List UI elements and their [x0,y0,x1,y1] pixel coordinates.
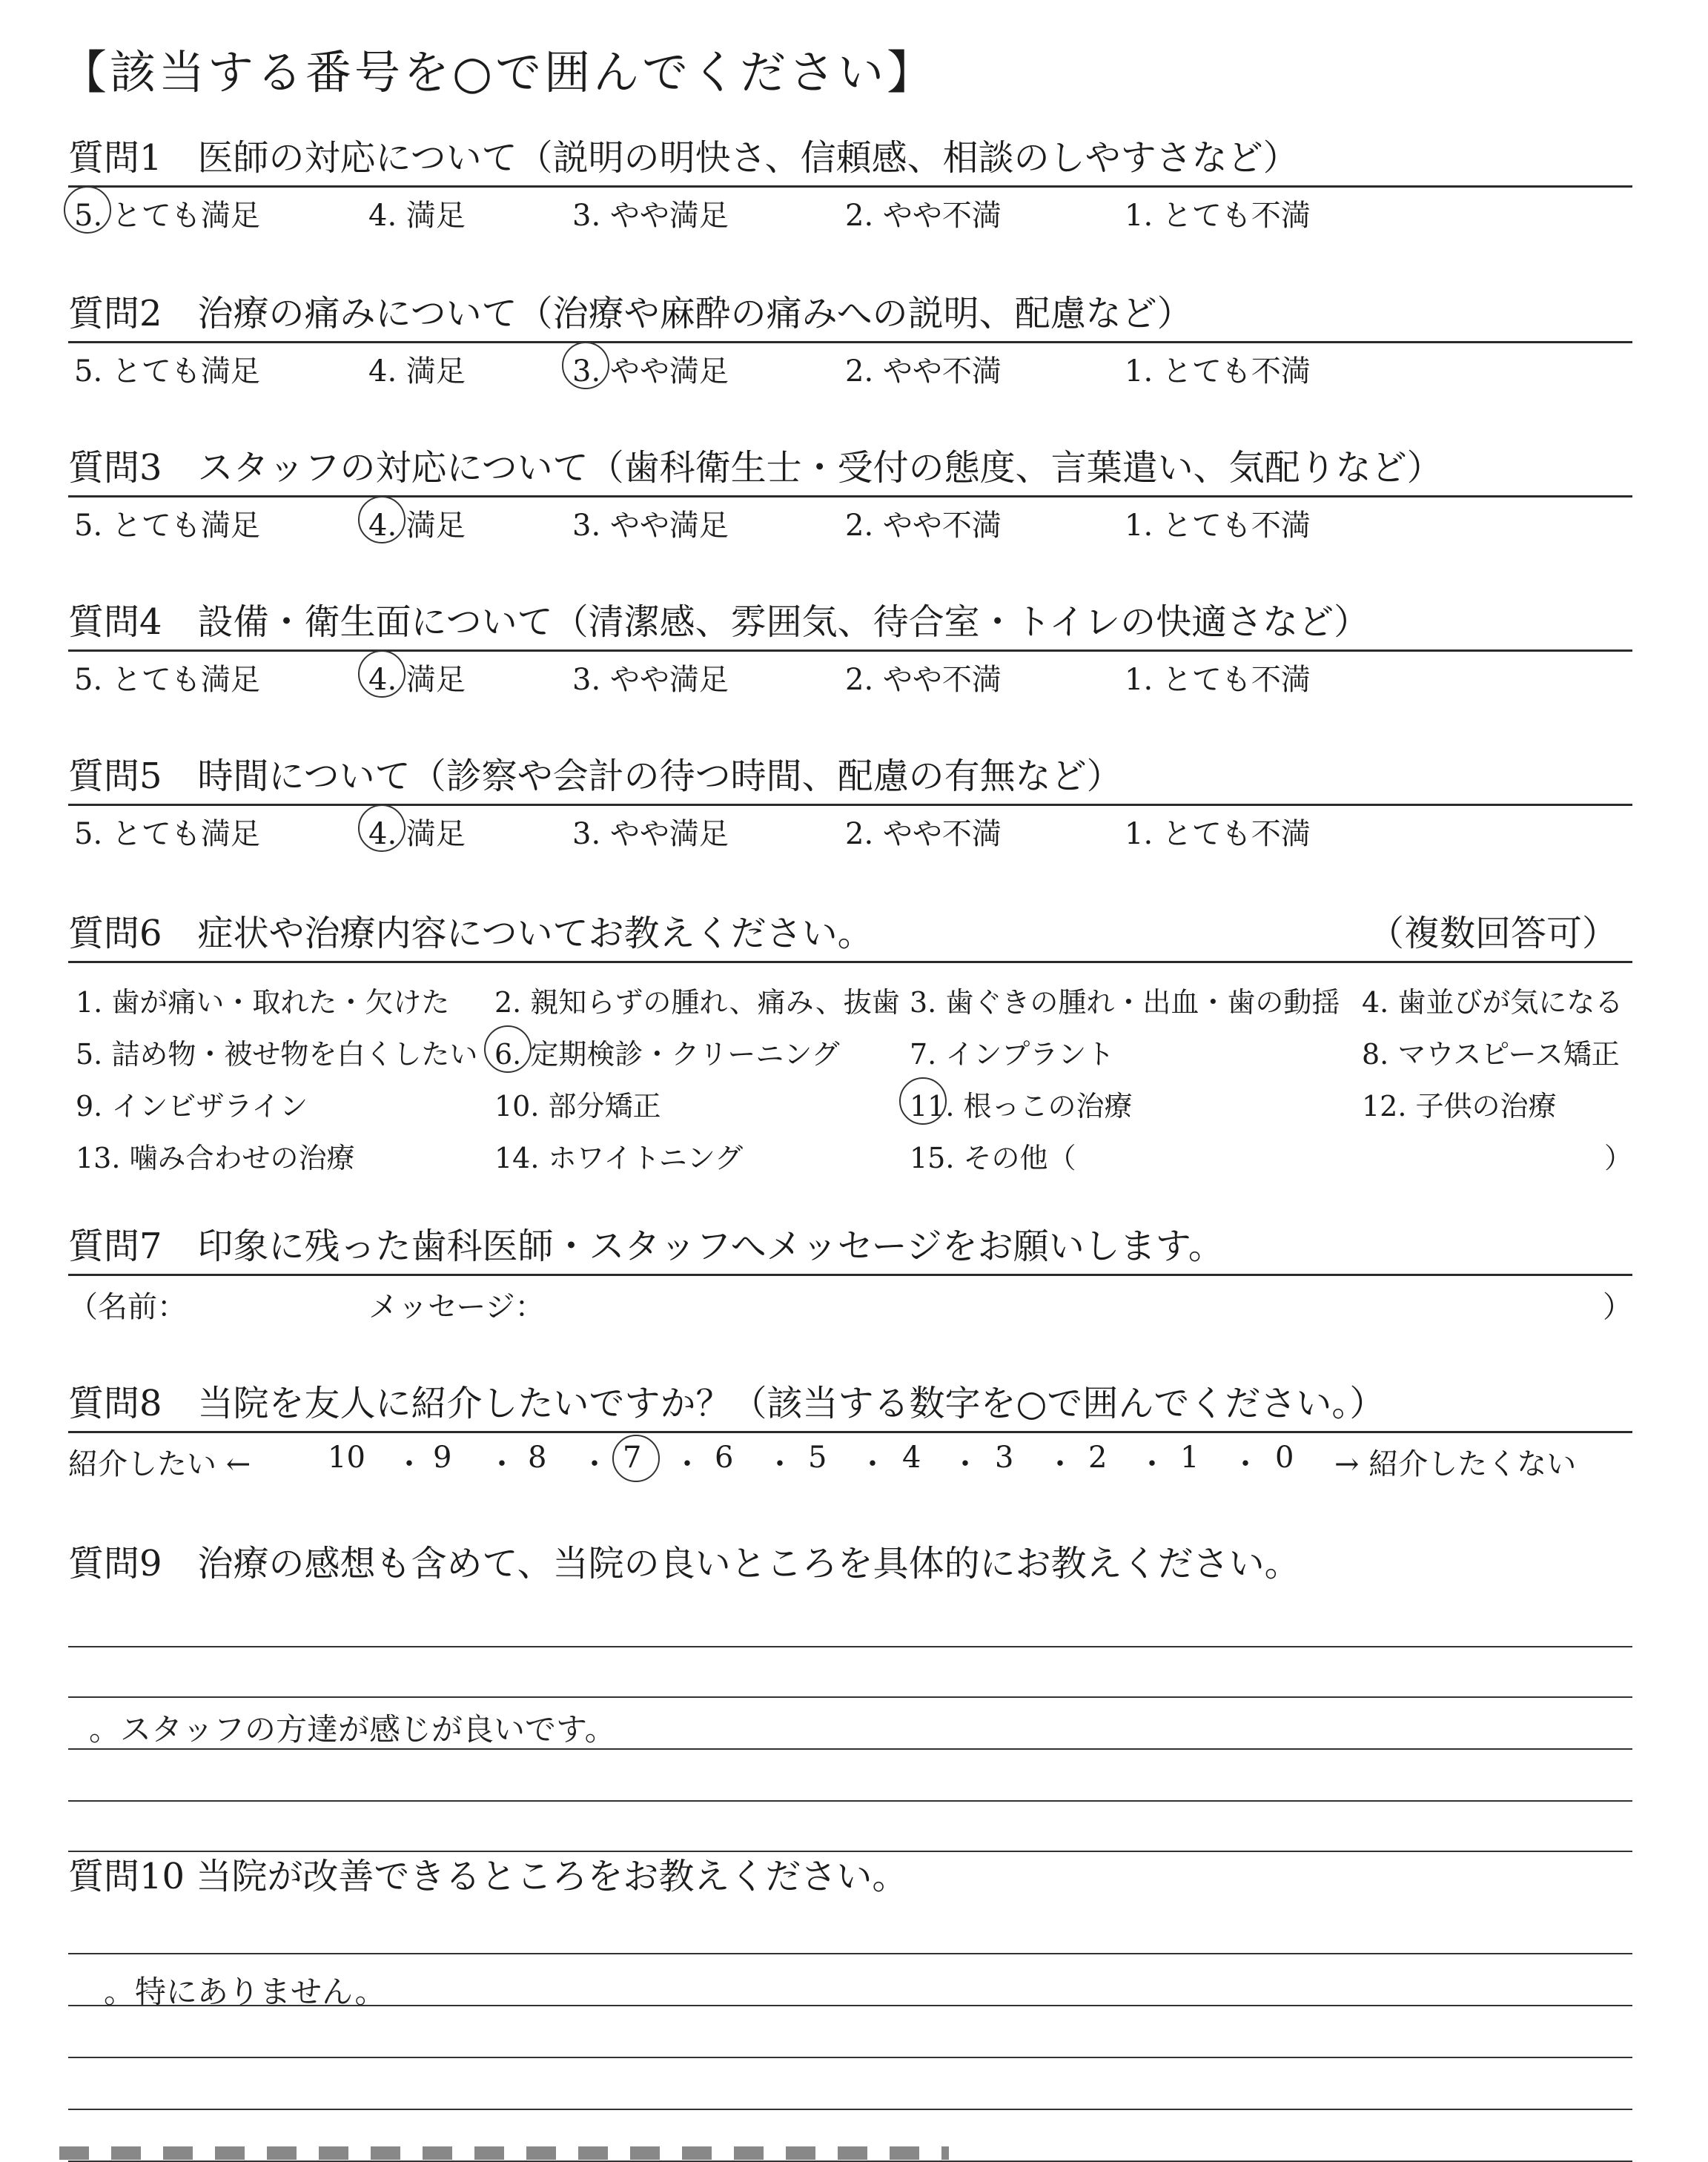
separator: ・ [950,1447,980,1481]
option-1[interactable]: 1. とても不満 [1125,663,1311,697]
ruled-line [68,1696,1632,1698]
option-5[interactable]: 5. とても満足 [74,509,260,543]
question-2 [68,291,1632,395]
option-5[interactable] [74,192,260,234]
question-title: 質問3 スタッフの対応について（歯科衛生士・受付の態度、言葉遣い、気配りなど） [68,447,1443,489]
score-2[interactable]: 2 [1088,1441,1108,1475]
option-3[interactable] [572,348,729,390]
separator: ・ [1231,1447,1260,1481]
option-5[interactable]: 5. とても満足 [74,354,260,389]
handwritten-answer: 。スタッフの方達が感じが良いです。 [89,1711,616,1748]
option-3[interactable]: 3. やや満足 [572,199,729,233]
selected-circle: 4. 満足 [368,810,466,853]
question-7 [68,1223,1632,1328]
score-5[interactable]: 5 [808,1441,827,1475]
score-4[interactable]: 4 [902,1441,921,1475]
name-label: （名前： [68,1290,187,1324]
question-1 [68,135,1632,239]
ruled-line [68,2057,1632,2058]
question-title: 質問4 設備・衛生面について（清潔感、雰囲気、待合室・トイレの快適さなど） [68,601,1370,643]
option-2[interactable]: 2. やや不満 [845,354,1002,389]
question-3 [68,445,1632,549]
score-9[interactable]: 9 [433,1441,452,1475]
option-4[interactable] [368,656,466,698]
option-4[interactable]: 4. 満足 [368,354,466,389]
treatment-options [68,963,1632,1178]
question-title: 質問10 当院が改善できるところをお教えください。 [68,1856,908,1897]
recommend-right-label: → 紹介したくない [1334,1447,1577,1481]
option-2[interactable]: 2. やや不満 [845,817,1002,851]
option-3[interactable]: 3. やや満足 [572,663,729,697]
question-title [68,910,1632,956]
separator: ・ [672,1447,702,1481]
form-heading: 【該当する番号を○で囲んでください】 [61,45,936,99]
selected-circle: 5. とても満足 [74,192,260,234]
treatment-option-15[interactable]: 15. その他（ [910,1142,1076,1174]
question-title: 質問9 治療の感想も含めて、当院の良いところを具体的にお教えください。 [68,1543,1300,1584]
treatment-option-4[interactable]: 4. 歯並びが気になる [1362,986,1623,1019]
option-3[interactable]: 3. やや満足 [572,509,729,543]
option-1[interactable]: 1. とても不満 [1125,354,1311,389]
treatment-option-12[interactable]: 12. 子供の治療 [1362,1090,1557,1123]
treatment-option-9[interactable]: 9. インビザライン [76,1090,308,1123]
question-4 [68,599,1632,704]
question-title: 質問1 医師の対応について（説明の明快さ、信頼感、相談のしやすさなど） [68,137,1299,179]
rating-scale [68,188,1632,239]
question-9 [68,1541,1632,1748]
option-2[interactable]: 2. やや不満 [845,663,1002,697]
treatment-option-2[interactable]: 2. 親知らずの腫れ、痛み、抜歯 [494,986,900,1019]
treatment-option-13[interactable]: 13. 噛み合わせの治療 [76,1142,355,1174]
ruled-line [68,1851,1632,1852]
option-2[interactable]: 2. やや不満 [845,199,1002,233]
question-10 [68,1854,1632,2010]
treatment-option-5[interactable]: 5. 詰め物・被せ物を白くしたい [76,1038,478,1071]
rating-scale [68,806,1632,858]
selected-circle: 4. 満足 [368,502,466,544]
handwritten-answer: 。特にありません。 [104,1974,386,2010]
message-label: メッセージ： [368,1290,545,1324]
cut-off-text-remnant [59,2146,949,2160]
option-5[interactable]: 5. とても満足 [74,817,260,851]
score-8[interactable]: 8 [528,1441,547,1475]
option-1[interactable]: 1. とても不満 [1125,509,1311,543]
treatment-option-10[interactable]: 10. 部分矯正 [494,1090,661,1123]
option-4[interactable] [368,502,466,544]
selected-circle: 6. 定期検診・クリーニング [494,1031,840,1072]
divider [68,1274,1632,1276]
option-4[interactable] [368,810,466,853]
selected-circle: 4. 満足 [368,656,466,698]
question-title-text: 質問6 症状や治療内容についてお教えください。 [68,913,873,954]
score-3[interactable]: 3 [995,1441,1014,1475]
close-paren: ） [1603,1290,1632,1324]
separator: ・ [580,1447,609,1481]
ruled-line [68,1800,1632,1802]
option-1[interactable]: 1. とても不満 [1125,817,1311,851]
rating-scale [68,343,1632,395]
question-title: 質問5 時間について（診察や会計の待つ時間、配慮の有無など） [68,756,1122,797]
option-1[interactable]: 1. とても不満 [1125,199,1311,233]
rating-scale [68,652,1632,704]
rating-scale [68,497,1632,549]
separator: ・ [1137,1447,1167,1481]
treatment-option-11[interactable] [910,1083,1133,1124]
score-0[interactable]: 0 [1275,1441,1294,1475]
ruled-line [68,1953,1632,1954]
score-6[interactable]: 6 [715,1441,734,1475]
treatment-option-8[interactable]: 8. マウスピース矯正 [1362,1038,1620,1071]
divider [68,1431,1632,1433]
separator: ・ [394,1447,424,1481]
option-3[interactable]: 3. やや満足 [572,817,729,851]
question-8 [68,1381,1632,1485]
treatment-option-6[interactable] [494,1031,840,1072]
recommend-scale: 紹介したい ← 10 ・ 9 ・ 8 ・ 7 ・ 6 ・ 5 ・ 4 ・ 3 ・ 2 ・ 1 ・ 0 → 紹介したくない [68,1441,1577,1481]
separator: ・ [1045,1447,1075,1481]
separator: ・ [487,1447,517,1481]
treatment-option-14[interactable]: 14. ホワイトニング [494,1142,744,1174]
question-title: 質問7 印象に残った歯科医師・スタッフへメッセージをお願いします。 [68,1226,1224,1267]
score-1[interactable]: 1 [1180,1441,1199,1475]
treatment-option-3[interactable]: 3. 歯ぐきの腫れ・出血・歯の動揺 [910,986,1340,1019]
selected-circle: 11. 根っこの治療 [910,1083,1133,1124]
question-title: 質問8 当院を友人に紹介したいですか？（該当する数字を○で囲んでください。） [68,1383,1386,1424]
recommend-left-label: 紹介したい ← [68,1447,251,1481]
selected-circle: 3. やや満足 [572,348,729,390]
question-title: 質問2 治療の痛みについて（治療や麻酔の痛みへの説明、配慮など） [68,293,1193,334]
option-4[interactable]: 4. 満足 [368,199,466,233]
treatment-option-1[interactable]: 1. 歯が痛い・取れた・欠けた [76,986,450,1019]
separator: ・ [765,1447,795,1481]
other-close-paren: ） [1603,1142,1632,1174]
option-2[interactable]: 2. やや不満 [845,509,1002,543]
ruled-line [68,1646,1632,1647]
question-6 [68,910,1632,1178]
question-5 [68,753,1632,858]
score-10[interactable]: 10 [328,1441,365,1475]
treatment-option-7[interactable]: 7. インプラント [910,1038,1115,1071]
option-5[interactable]: 5. とても満足 [74,663,260,697]
multiple-answers-note: （複数回答可） [1368,913,1618,954]
message-field[interactable] [68,1283,1632,1328]
ruled-line [68,2109,1632,2110]
separator: ・ [858,1447,887,1481]
